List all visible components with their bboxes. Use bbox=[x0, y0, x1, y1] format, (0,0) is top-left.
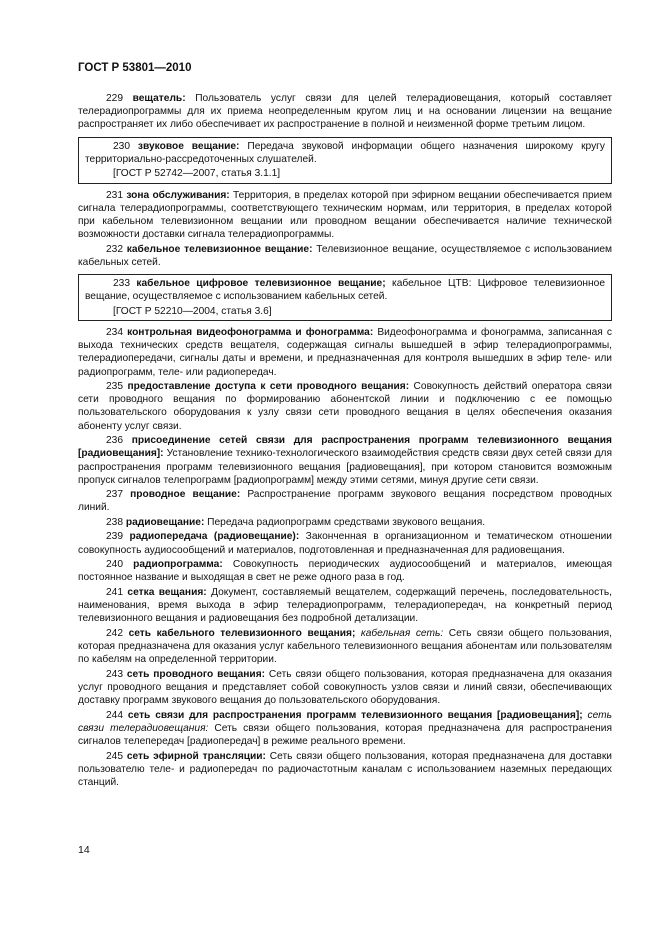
term-entry-238: 238 радиовещание: Передача радиопрограмм средствами звукового вещания. bbox=[106, 516, 486, 528]
term-entry-240: 240 радиопрограмма: Совокупность периодических аудиосообщений и материалов, имеющая постоянное название и выходящая в свет не реже одного раза в год. bbox=[78, 559, 612, 584]
term-entry-233: 233 кабельное цифровое телевизионное вещание; кабельное ЦТВ: Цифровое телевизионное вещание, осуществляемое с использованием кабельных сетей. bbox=[85, 278, 605, 303]
page-header: ГОСТ Р 53801—2010 bbox=[78, 62, 192, 74]
term-source-ref: [ГОСТ Р 52742—2007, статья 3.1.1] bbox=[113, 168, 281, 180]
term-entry-235: 235 предоставление доступа к сети проводного вещания: Совокупность действий оператора связи сети проводного вещания по формированию абонентской линии и подключению с ее помощью пользовательского оборудования к узлу связи сети проводного вещания в целях обеспечения оказания абоненту услуг связи. bbox=[78, 381, 612, 432]
term-entry-234: 234 контрольная видеофонограмма и фонограмма: Видеофонограмма и фонограмма, записанная с выхода технических средств вещателя, содержащая сигналы вышедшей в эфир телерадиопрограммы, телерадиопередачи, сигналы даты и времени, и предназначенная для контроля вышедших в эфир теле- или радиопрограмм, теле- или радиопередач. bbox=[78, 326, 612, 378]
term-entry-239: 239 радиопередача (радиовещание): Законченная в организационном и тематическом отношении совокупность аудиосообщений и материалов, подготовленная и предназначенная для радиовещания. bbox=[78, 531, 612, 556]
term-entry-230: 230 звуковое вещание: Передача звуковой информации общего назначения широкому кругу территориально-рассредоточенных слушателей. bbox=[85, 140, 605, 165]
term-entry-237: 237 проводное вещание: Распространение программ звукового вещания посредством проводных линий. bbox=[78, 489, 612, 514]
term-entry-245: 245 сеть эфирной трансляции: Сеть связи общего пользования, которая предназначена для доставки пользователю теле- и радиопередач по радиочастотным каналам с использованием наземных передающих станций. bbox=[78, 750, 612, 788]
term-source-ref: [ГОСТ Р 52210—2004, статья 3.6] bbox=[113, 305, 272, 317]
term-entry-241: 241 сетка вещания: Документ, составляемый вещателем, содержащий перечень, последовательность, наименования, время выхода в эфир телерадиопрограмм, телерадиопередач, на конкретный период телевизионного вещания и радиовещания без подробной детализации. bbox=[78, 586, 612, 625]
quoted-term-box-230 bbox=[78, 137, 612, 184]
term-entry-232: 232 кабельное телевизионное вещание: Телевизионное вещание, осуществляемое с использованием кабельных сетей. bbox=[78, 243, 612, 268]
term-entry-229: 229 вещатель: Пользователь услуг связи для целей телерадиовещания, который составляет телерадиопрограммы для их приема неопределенным кругом лиц и на основании лицензии на вещание распространяет их либо обеспечивает их распространение в полной и неизменной форме третьим лицом. bbox=[78, 93, 612, 131]
term-entry-231: 231 зона обслуживания: Территория, в пределах которой при эфирном вещании обеспечивается прием сигнала телерадиопрограммы, соответствующего техническим нормам, или территория, в пределах которой при кабельном телевизионном вещании или проводном вещании обеспечивается наличие технической возможности доставки сигнала телерадиопрограммы. bbox=[78, 189, 612, 241]
term-entry-242: 242 сеть кабельного телевизионного вещания; кабельная сеть: Сеть связи общего пользования, которая предназначена для оказания услуг кабельного телевизионного вещания абонентам или пользователям по кабелям на определенной территории. bbox=[78, 627, 612, 666]
term-entry-236: 236 присоединение сетей связи для распространения программ телевизионного вещания [радиовещания]: Установление технико-технологического взаимодействия средств связи двух сетей связи для распространения программ телевизионного вещания [радиовещания], при котором становится возможным пропуск сигналов телепрограмм [радиопрограмм] между этими сетями, минуя другие сети связи. bbox=[78, 435, 612, 486]
page-number: 14 bbox=[78, 844, 90, 856]
quoted-term-box-233 bbox=[78, 274, 612, 321]
term-entry-244: 244 сеть связи для распространения программ телевизионного вещания [радиовещания]; сеть связи телерадиовещания: Сеть связи общего пользования, которая предназначена для распространения сигналов телепередач [радиопередач] в режиме реального времени. bbox=[78, 709, 612, 747]
terms-content bbox=[78, 92, 612, 789]
term-entry-243: 243 сеть проводного вещания: Сеть связи общего пользования, которая предназначена для оказания услуг проводного вещания и представляет собой совокупность узлов связи и линий связи, обеспечивающих доставку программ звукового вещания до пользовательского оборудования. bbox=[78, 668, 612, 707]
